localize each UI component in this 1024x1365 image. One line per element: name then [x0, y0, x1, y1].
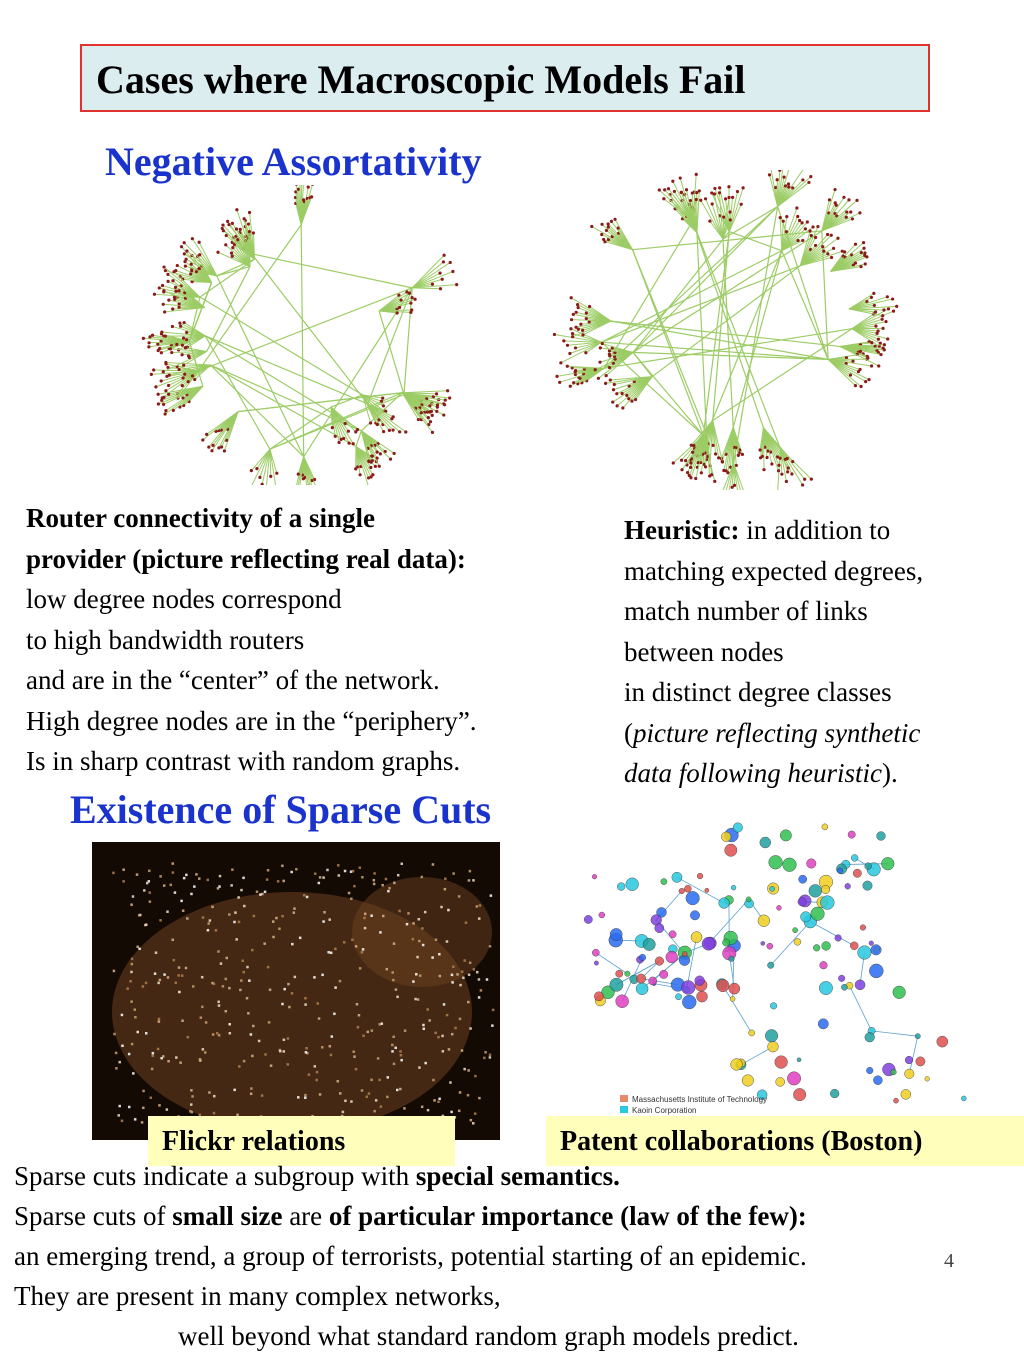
router-line-1: low degree nodes correspond: [26, 584, 342, 614]
section-heading-sparse-cuts: Existence of Sparse Cuts: [70, 787, 492, 832]
bottom-line-1a: Sparse cuts indicate a subgroup with: [14, 1161, 416, 1191]
heuristic-line-4: between nodes: [624, 636, 784, 667]
bottom-line-2a: Sparse cuts of: [14, 1201, 173, 1231]
heuristic-line-2: matching expected degrees,: [624, 555, 924, 586]
router-intro-bold-2: provider (picture reflecting real data):: [26, 543, 466, 574]
flickr-network-image: [92, 842, 500, 1140]
synthetic-network-graph-image: [530, 170, 940, 490]
router-intro-bold: Router connectivity of a single: [26, 503, 375, 533]
patent-network-image: [575, 815, 985, 1115]
router-connectivity-description: [26, 498, 616, 782]
bottom-line-2b: small size: [172, 1201, 283, 1231]
patent-legend: [620, 1094, 767, 1116]
heuristic-line-3: match number of links: [624, 596, 868, 626]
router-line-5: Is in sharp contrast with random graphs.: [26, 746, 461, 776]
paren-close: ).: [882, 758, 898, 788]
router-line-2: to high bandwidth routers: [26, 624, 305, 655]
caption-patent: Patent collaborations (Boston): [546, 1116, 1024, 1166]
bottom-line-1b: special semantics.: [415, 1161, 620, 1191]
section-heading-negative-assortativity: Negative Assortativity: [105, 139, 482, 184]
legend-swatch-kaoin: [620, 1106, 628, 1113]
bottom-line-2d: of particular importance (law of the few):: [328, 1201, 807, 1231]
caption-flickr: Flickr relations: [148, 1116, 455, 1166]
bottom-line-2c: are: [282, 1201, 329, 1231]
heuristic-line-5: in distinct degree classes: [624, 677, 892, 707]
heuristic-italic-2: data following heuristic: [624, 758, 883, 788]
legend-swatch-mit: [620, 1095, 628, 1102]
heuristic-italic-1: picture reflecting synthetic: [633, 717, 921, 748]
legend-label-kaoin: Kaoin Corporation: [632, 1106, 697, 1115]
router-line-4: High degree nodes are in the “periphery”.: [26, 705, 477, 736]
heuristic-line-1: in addition to: [739, 515, 891, 545]
router-network-graph-image: [130, 185, 460, 485]
page-title: Cases where Macroscopic Models Fail: [96, 57, 746, 102]
heuristic-description: [624, 510, 1014, 794]
bottom-line-5: well beyond what standard random graph models predict.: [178, 1321, 799, 1351]
heuristic-label: Heuristic:: [624, 515, 740, 545]
title-box: [80, 44, 930, 112]
router-line-3: and are in the “center” of the network.: [26, 665, 440, 695]
bottom-line-4: They are present in many complex networks,: [14, 1281, 501, 1311]
sparse-cuts-description: [14, 1156, 1019, 1356]
paren-open: (: [624, 717, 633, 748]
legend-label-mit: Massachusetts Institute of Technology: [632, 1095, 768, 1104]
page-number: 4: [944, 1250, 954, 1272]
bottom-line-3: an emerging trend, a group of terrorists, potential starting of an epidemic.: [14, 1241, 807, 1271]
